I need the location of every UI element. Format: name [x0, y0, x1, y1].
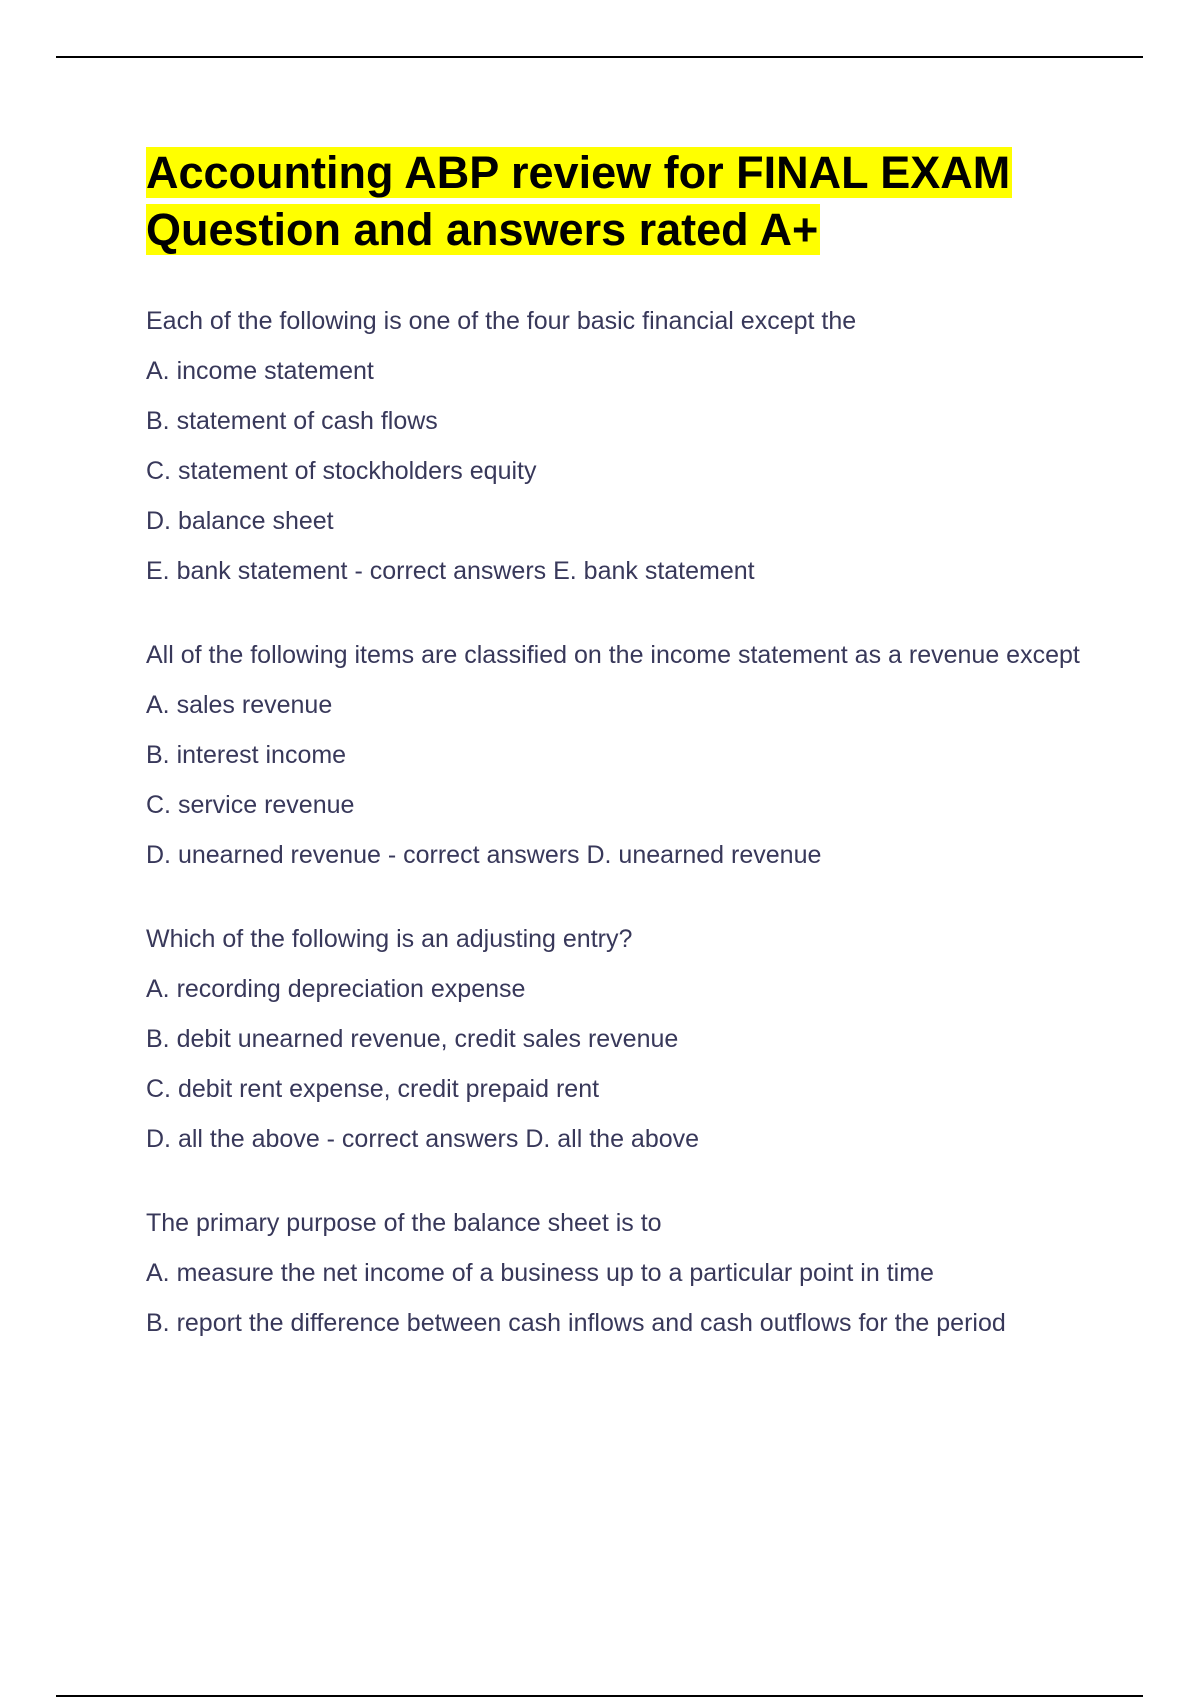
- question-block-2: [146, 638, 1086, 872]
- answer-option: A. income statement: [146, 357, 374, 385]
- answer-option: C. debit rent expense, credit prepaid rent: [146, 1075, 600, 1103]
- answer-option: C. service revenue: [146, 791, 355, 819]
- document-body: [146, 144, 1086, 1356]
- header-rule: [56, 56, 1143, 58]
- title-line-2: Question and answers rated A+: [146, 204, 819, 255]
- question-text: All of the following items are classified on the income statement as a revenue except: [146, 641, 1080, 669]
- question-block-4: [146, 1206, 1086, 1340]
- answer-option: E. bank statement - correct answers E. bank statement: [146, 557, 755, 585]
- question-block-1: [146, 304, 1086, 588]
- answer-option: B. report the difference between cash inflows and cash outflows for the period: [146, 1309, 1006, 1337]
- answer-option: A. recording depreciation expense: [146, 975, 526, 1003]
- question-text: Which of the following is an adjusting entry?: [146, 925, 633, 953]
- footer-rule: [56, 1695, 1143, 1697]
- question-block-3: [146, 922, 1086, 1156]
- answer-option: B. interest income: [146, 741, 347, 769]
- question-text: The primary purpose of the balance sheet is to: [146, 1209, 662, 1237]
- answer-option: A. measure the net income of a business up to a particular point in time: [146, 1259, 934, 1287]
- answer-option: D. balance sheet: [146, 507, 334, 535]
- answer-option: B. statement of cash flows: [146, 407, 438, 435]
- answer-option: D. unearned revenue - correct answers D. unearned revenue: [146, 841, 822, 869]
- document-title: [146, 144, 1086, 258]
- title-line-1: Accounting ABP review for FINAL EXAM: [146, 147, 1011, 198]
- answer-option: B. debit unearned revenue, credit sales revenue: [146, 1025, 679, 1053]
- answer-option: A. sales revenue: [146, 691, 333, 719]
- answer-option: D. all the above - correct answers D. all the above: [146, 1125, 700, 1153]
- answer-option: C. statement of stockholders equity: [146, 457, 537, 485]
- question-text: Each of the following is one of the four basic financial except the: [146, 307, 857, 335]
